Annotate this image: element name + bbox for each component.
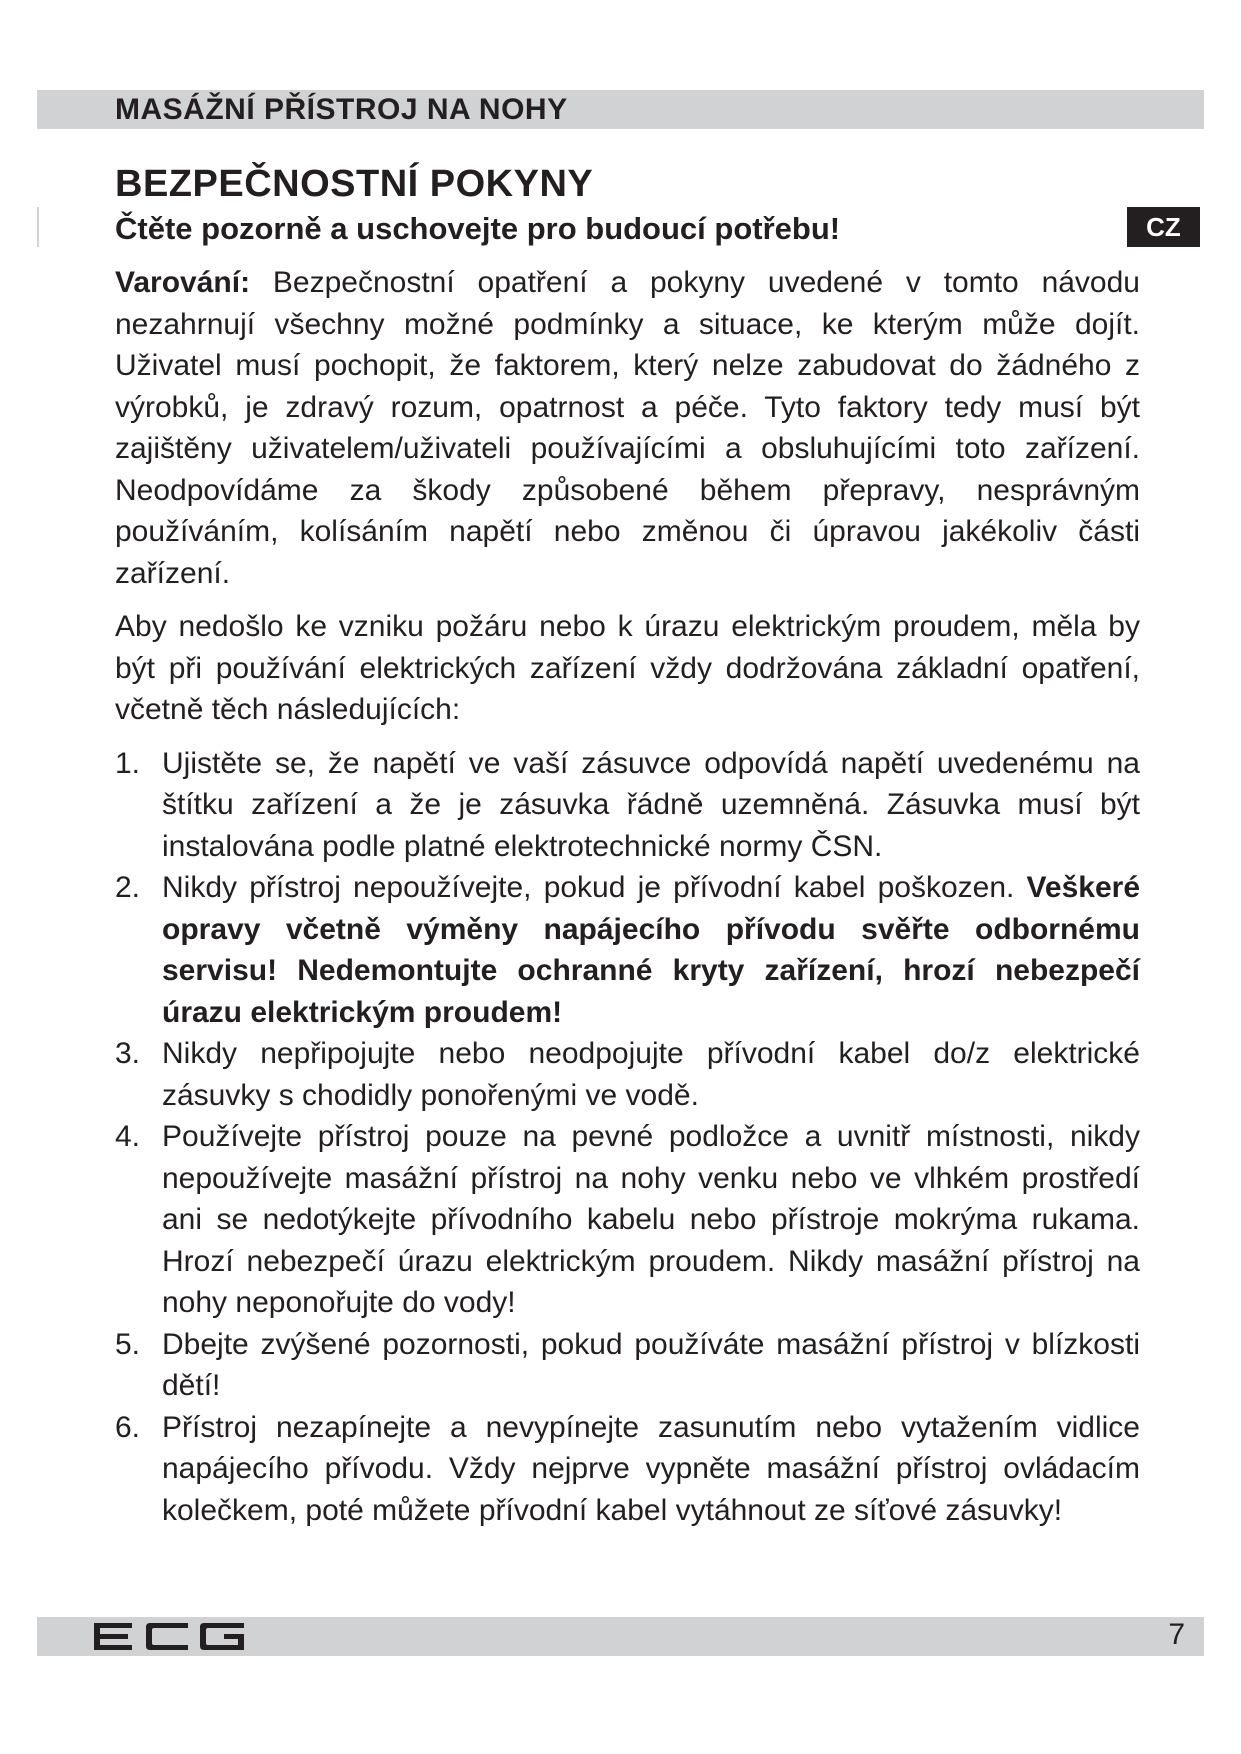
warning-text: Bezpečnostní opatření a pokyny uvedené v tomto návodu nezahrnují všechny možné podmínky a situace, ke kterým může dojít. Uživatel musí pochopit, že faktorem, který nelze zabudovat do žádného z výrobků, je zdravý rozum, opatrnost a péče. Tyto faktory tedy musí být zajištěny uživatelem/uživateli používajícími a obsluhujícími toto zařízení. Neodpovídáme za škody způsobené během přepravy, nesprávným používáním, kolísáním napětí nebo změnou či úpravou jakékoliv části zařízení.	[115, 266, 1140, 590]
side-mark	[37, 207, 39, 247]
ecg-logo	[92, 1620, 252, 1653]
list-item-text: Dbejte zvýšené pozornosti, pokud používáte masážní přístroj v blízkosti dětí!	[162, 1327, 1140, 1402]
list-item-text: Nikdy nepřipojujte nebo neodpojujte přívodní kabel do/z elektrické zásuvky s chodidly ponořenými ve vodě.	[162, 1037, 1140, 1112]
section-title: BEZPEČNOSTNÍ POKYNY	[115, 163, 594, 205]
safety-rules-list	[115, 743, 1140, 1532]
warning-lead: Varování:	[115, 266, 251, 299]
list-item	[115, 1324, 1140, 1407]
list-item-text: Nikdy přístroj nepoužívejte, pokud je přívodní kabel poškozen.	[162, 871, 1027, 904]
intro-paragraph: Aby nedošlo ke vzniku požáru nebo k úrazu elektrickým proudem, měla by být při používání elektrických zařízení vždy dodržována základní opatření, včetně těch následujících:	[115, 610, 1140, 726]
list-item-text: Přístroj nezapínejte a nevypínejte zasunutím nebo vytažením vidlice napájecího přívodu. Vždy nejprve vypněte masážní přístroj ovládacím kolečkem, poté můžete přívodní kabel vytáhnout ze síťové zásuvky!	[162, 1410, 1140, 1527]
list-item-bold-text: Veškeré opravy včetně výměny napájecího přívodu svěřte odbornému servisu! Nedemontujte ochranné kryty zařízení, hrozí nebezpečí úrazu elektrickým proudem!	[162, 871, 1140, 1029]
list-item	[115, 1033, 1140, 1116]
list-item-number: 6.	[115, 1410, 141, 1444]
content	[115, 160, 1140, 1531]
section-subtitle: Čtěte pozorně a uschovejte pro budoucí potřebu!	[115, 211, 841, 246]
list-item-number: 3.	[115, 1037, 141, 1070]
list-item-text: Ujistěte se, že napětí ve vaší zásuvce odpovídá napětí uvedenému na štítku zařízení a že je zásuvka řádně uzemněná. Zásuvka musí být instalována podle platné elektrotechnické normy ČSN.	[162, 746, 1140, 863]
list-item-number: 2.	[115, 871, 141, 904]
list-item-number: 4.	[115, 1120, 141, 1153]
header-title: MASÁŽNÍ PŘÍSTROJ NA NOHY	[115, 93, 568, 126]
list-item	[115, 1116, 1140, 1324]
list-item-number: 1.	[115, 746, 141, 780]
list-item-text: Používejte přístroj pouze na pevné podložce a uvnitř místnosti, nikdy nepoužívejte masážní přístroj na nohy venku nebo ve vlhkém prostředí ani se nedotýkejte přívodního kabelu nebo přístroje mokrýma rukama. Hrozí nebezpečí úrazu elektrickým proudem. Nikdy masážní přístroj na nohy neponořujte do vody!	[162, 1120, 1140, 1319]
list-item-number: 5.	[115, 1327, 141, 1361]
warning-paragraph	[115, 262, 1140, 594]
page-number: 7	[1168, 1618, 1185, 1651]
list-item	[115, 1407, 1140, 1532]
header-bar	[37, 90, 1204, 129]
list-item	[115, 867, 1140, 1033]
language-badge: CZ	[1127, 207, 1200, 247]
list-item	[115, 743, 1140, 868]
